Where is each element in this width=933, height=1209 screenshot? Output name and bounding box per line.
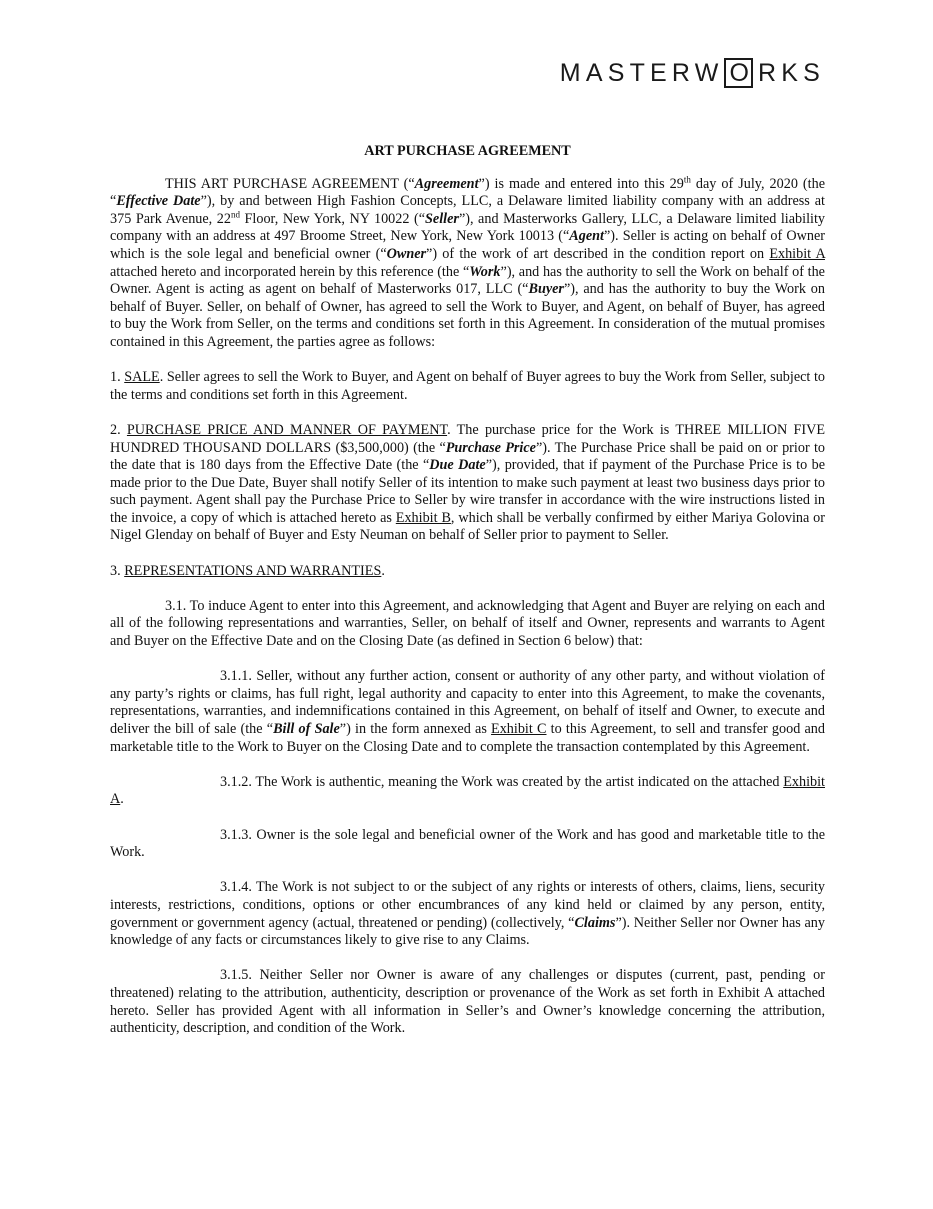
document-body: [110, 143, 825, 1055]
logo-suffix: RKS: [757, 58, 825, 87]
intro-text: ”). Seller is acting on behalf of Owner which is the sole legal and beneficial owner (“: [110, 228, 825, 262]
clause-text: 3.1.1. Seller, without any further action, consent or authority of any other party, and without violation of any party’s rights or claims, has full right, legal authority and capacity to enter into this Agreement, to make the covenants, representations, warranties, and indemnifications contained in this Agreement, on behalf of itself and Owner, to execute and deliver the bill of sale (the “: [110, 668, 825, 737]
defined-term-purchase-price: Purchase Price: [445, 439, 536, 456]
clause-text: ”) in the form annexed as: [339, 721, 492, 737]
defined-term-owner: Owner: [386, 245, 427, 262]
intro-text: ”) of the work of art described in the condition report on: [426, 245, 770, 262]
section-text: .: [381, 562, 385, 579]
intro-text: ”), and has the authority to buy the Work on behalf of Buyer. Seller, on behalf of Owner, has agreed to sell the Work to Buyer, and Agent, on behalf of Buyer, has agreed to buy the Work from Seller, on the terms and conditions set forth in this Agreement. In consideration of the mutual promises contained in this Agreement, the parties agree as follows:: [110, 281, 825, 350]
section-number: 2.: [110, 421, 127, 438]
section-text: ”), provided, that if payment of the Purchase Price is to be made prior to the Due Date, Buyer shall notify Seller of its intention to make such payment at least two business days prior to such payment. Agent shall pay the Purchase Price to Seller by wire transfer in accordance with the wire instructions listed in the invoice, a copy of which is attached hereto as: [110, 457, 826, 526]
intro-text: ”), by and between High Fashion Concepts, LLC, a Delaware limited liability company with an address at 375 Park Avenue, 22: [110, 193, 825, 227]
section-2-purchase-price: [110, 422, 825, 545]
defined-term-effective-date: Effective Date: [116, 193, 201, 210]
exhibit-a-reference: Exhibit A: [110, 773, 825, 808]
section-text: ”). The Purchase Price shall be paid on or prior to the date that is 180 days from the Effective Date (the “: [110, 439, 826, 474]
intro-text: ”), and has the authority to sell the Work on behalf of the Owner. Agent is acting as agent on behalf of Masterworks 017, LLC (“: [110, 263, 825, 298]
document-title: ART PURCHASE AGREEMENT: [364, 143, 571, 159]
intro-text: ”), and Masterworks Gallery, LLC, a Delaware limited liability company with an address at 497 Broome Street, New York, New York 10013 (“: [110, 210, 825, 245]
defined-term-due-date: Due Date: [429, 457, 486, 474]
clause-3-1: 3.1. To induce Agent to enter into this Agreement, and acknowledging that Agent and Buyer are relying on each and all of the following representations and warranties, Seller, on behalf of itself and Owner, represents and warrants to Agent and Buyer on the Effective Date and on the Closing Date (as defined in Section 6 below) that:: [110, 597, 825, 650]
logo-boxed-letter: O: [724, 58, 753, 88]
section-1-sale: [110, 369, 825, 404]
section-heading: PURCHASE PRICE AND MANNER OF PAYMENT: [126, 421, 448, 438]
defined-term-claims: Claims: [574, 914, 616, 931]
exhibit-c-reference: Exhibit C: [491, 721, 547, 737]
ordinal-suffix: nd: [230, 209, 240, 220]
defined-term-bill-of-sale: Bill of Sale: [273, 721, 340, 737]
exhibit-b-reference: Exhibit B: [395, 509, 451, 526]
section-number: 3.: [110, 562, 125, 579]
intro-text: THIS ART PURCHASE AGREEMENT (“: [165, 175, 415, 192]
section-number: 1.: [110, 369, 125, 386]
defined-term-seller: Seller: [425, 210, 459, 227]
intro-text: attached hereto and incorporated herein by this reference (the “: [110, 263, 470, 280]
ordinal-suffix: th: [683, 173, 691, 184]
defined-term-agent: Agent: [569, 228, 604, 245]
clause-3-1-3: 3.1.3. Owner is the sole legal and beneficial owner of the Work and has good and marketable title to the Work.: [110, 826, 825, 861]
intro-text: ”) is made and entered into this 29: [478, 175, 684, 192]
logo-prefix: MASTERW: [559, 58, 724, 87]
exhibit-a-reference: Exhibit A: [769, 245, 825, 262]
intro-text: day of July, 2020 (the “: [110, 175, 825, 210]
clause-3-1-1: [110, 668, 825, 756]
defined-term-buyer: Buyer: [528, 281, 564, 298]
clause-3-1-2: [110, 774, 825, 809]
clause-text: .: [120, 791, 124, 808]
section-text: , which shall be verbally confirmed by either Mariya Golovina or Nigel Glenday on behalf of Buyer and Esty Neuman on behalf of Seller prior to payment to Seller.: [110, 509, 825, 544]
section-heading: REPRESENTATIONS AND WARRANTIES: [124, 562, 382, 579]
section-heading: SALE: [124, 369, 160, 386]
intro-text: Floor, New York, NY 10022 (“: [239, 210, 426, 227]
defined-term-work: Work: [469, 263, 501, 280]
intro-paragraph: [110, 173, 825, 352]
clause-3-1-4: [110, 879, 825, 949]
section-text: . Seller agrees to sell the Work to Buyer, and Agent on behalf of Buyer agrees to buy the Work from Seller, subject to the terms and conditions set forth in this Agreement.: [110, 369, 825, 403]
section-text: . The purchase price for the Work is THREE MILLION FIVE HUNDRED THOUSAND DOLLARS ($3,500,000) (the “: [110, 421, 826, 456]
defined-term-agreement: Agreement: [414, 175, 479, 192]
clause-text: ”). Neither Seller nor Owner has any knowledge of any facts or circumstances likely to give rise to any Claims.: [110, 914, 825, 949]
section-3-heading: [110, 563, 825, 581]
masterworks-logo: [560, 58, 825, 88]
clause-text: 3.1.2. The Work is authentic, meaning the Work was created by the artist indicated on the attached: [220, 773, 784, 790]
clause-text: to this Agreement, to sell and transfer good and marketable title to the Work to Buyer on the Closing Date and to complete the transaction contemplated by this Agreement.: [110, 721, 825, 755]
clause-3-1-5: 3.1.5. Neither Seller nor Owner is aware of any challenges or disputes (current, past, pending or threatened) relating to the attribution, authenticity, description or provenance of the Work as set forth in Exhibit A attached hereto. Seller has provided Agent with all information in Seller’s and Owner’s knowledge concerning the attribution, authenticity, description, and condition of the Work.: [110, 967, 825, 1037]
clause-text: 3.1.4. The Work is not subject to or the subject of any rights or interests of others, claims, liens, security interests, restrictions, conditions, options or other encumbrances of any kind held or claimed by any person, entity, government or government agency (actual, threatened or pending) (collectively, “: [110, 879, 825, 931]
